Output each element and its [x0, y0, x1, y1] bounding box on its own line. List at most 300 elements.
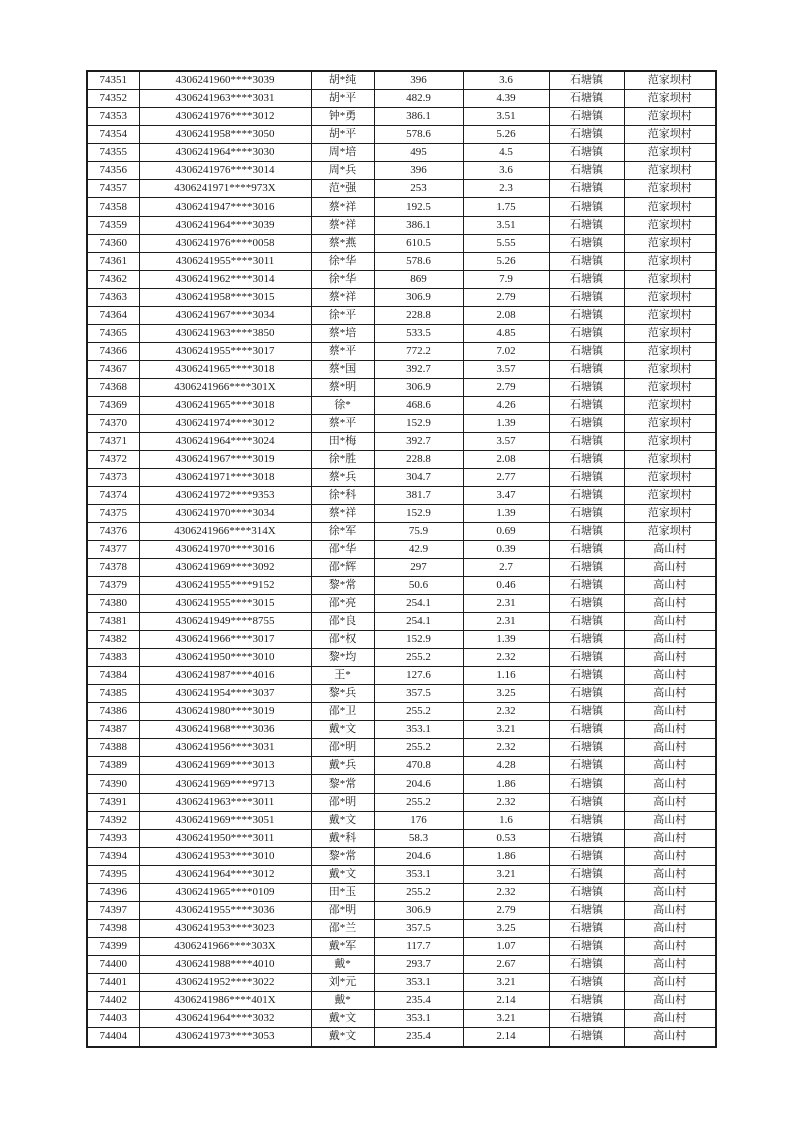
- cell-town: 石塘镇: [549, 144, 624, 162]
- table-row: [87, 559, 716, 577]
- cell-seq: 74399: [87, 937, 139, 955]
- table-row: [87, 252, 716, 270]
- cell-id-masked: 4306241964****3032: [139, 1009, 311, 1027]
- cell-amount: 255.2: [374, 883, 463, 901]
- cell-area: 2.79: [463, 378, 549, 396]
- table-row: [87, 973, 716, 991]
- cell-village: 范家坝村: [624, 523, 716, 541]
- cell-town: 石塘镇: [549, 649, 624, 667]
- cell-amount: 304.7: [374, 468, 463, 486]
- cell-area: 3.57: [463, 360, 549, 378]
- cell-amount: 578.6: [374, 126, 463, 144]
- cell-name: 邵*华: [311, 541, 374, 559]
- table-row: [87, 378, 716, 396]
- cell-name: 周*兵: [311, 162, 374, 180]
- table-row: [87, 396, 716, 414]
- cell-village: 高山村: [624, 649, 716, 667]
- cell-village: 高山村: [624, 703, 716, 721]
- table-row: [87, 288, 716, 306]
- cell-name: 戴*军: [311, 937, 374, 955]
- cell-seq: 74386: [87, 703, 139, 721]
- cell-village: 范家坝村: [624, 396, 716, 414]
- cell-village: 高山村: [624, 739, 716, 757]
- table-row: [87, 901, 716, 919]
- cell-amount: 255.2: [374, 649, 463, 667]
- cell-amount: 470.8: [374, 757, 463, 775]
- cell-id-masked: 4306241988****4010: [139, 955, 311, 973]
- cell-town: 石塘镇: [549, 523, 624, 541]
- table-row: [87, 775, 716, 793]
- table-row: [87, 71, 716, 90]
- cell-amount: 58.3: [374, 829, 463, 847]
- cell-area: 0.46: [463, 577, 549, 595]
- cell-amount: 176: [374, 811, 463, 829]
- cell-id-masked: 4306241971****3018: [139, 468, 311, 486]
- cell-area: 2.32: [463, 793, 549, 811]
- cell-town: 石塘镇: [549, 541, 624, 559]
- cell-town: 石塘镇: [549, 865, 624, 883]
- cell-name: 田*梅: [311, 432, 374, 450]
- cell-id-masked: 4306241954****3037: [139, 685, 311, 703]
- cell-town: 石塘镇: [549, 288, 624, 306]
- table-row: [87, 1027, 716, 1047]
- cell-town: 石塘镇: [549, 883, 624, 901]
- cell-id-masked: 4306241955****3036: [139, 901, 311, 919]
- cell-town: 石塘镇: [549, 973, 624, 991]
- cell-id-masked: 4306241955****3011: [139, 252, 311, 270]
- cell-village: 范家坝村: [624, 414, 716, 432]
- cell-town: 石塘镇: [549, 378, 624, 396]
- cell-amount: 253: [374, 180, 463, 198]
- cell-town: 石塘镇: [549, 595, 624, 613]
- cell-id-masked: 4306241969****3092: [139, 559, 311, 577]
- cell-town: 石塘镇: [549, 991, 624, 1009]
- cell-town: 石塘镇: [549, 757, 624, 775]
- cell-name: 戴*文: [311, 811, 374, 829]
- cell-seq: 74387: [87, 721, 139, 739]
- cell-name: 钟*勇: [311, 108, 374, 126]
- cell-town: 石塘镇: [549, 90, 624, 108]
- cell-seq: 74355: [87, 144, 139, 162]
- cell-town: 石塘镇: [549, 252, 624, 270]
- table-row: [87, 1009, 716, 1027]
- cell-id-masked: 4306241962****3014: [139, 270, 311, 288]
- cell-name: 徐*军: [311, 523, 374, 541]
- cell-name: 蔡*国: [311, 360, 374, 378]
- cell-area: 2.14: [463, 991, 549, 1009]
- cell-name: 蔡*平: [311, 414, 374, 432]
- cell-id-masked: 4306241974****3012: [139, 414, 311, 432]
- table-row: [87, 505, 716, 523]
- cell-amount: 578.6: [374, 252, 463, 270]
- cell-town: 石塘镇: [549, 577, 624, 595]
- cell-id-masked: 4306241970****3034: [139, 505, 311, 523]
- cell-name: 蔡*燕: [311, 234, 374, 252]
- cell-village: 高山村: [624, 1009, 716, 1027]
- cell-area: 1.39: [463, 414, 549, 432]
- table-row: [87, 739, 716, 757]
- cell-area: 2.32: [463, 739, 549, 757]
- cell-town: 石塘镇: [549, 270, 624, 288]
- cell-seq: 74363: [87, 288, 139, 306]
- cell-amount: 255.2: [374, 739, 463, 757]
- cell-area: 2.79: [463, 288, 549, 306]
- cell-village: 高山村: [624, 775, 716, 793]
- cell-seq: 74351: [87, 71, 139, 90]
- cell-area: 0.39: [463, 541, 549, 559]
- cell-name: 蔡*兵: [311, 468, 374, 486]
- cell-town: 石塘镇: [549, 667, 624, 685]
- table-row: [87, 541, 716, 559]
- cell-id-masked: 4306241980****3019: [139, 703, 311, 721]
- cell-area: 2.08: [463, 450, 549, 468]
- table-row: [87, 324, 716, 342]
- cell-amount: 495: [374, 144, 463, 162]
- cell-id-masked: 4306241972****9353: [139, 486, 311, 504]
- table-row: [87, 865, 716, 883]
- cell-amount: 255.2: [374, 793, 463, 811]
- cell-area: 3.21: [463, 1009, 549, 1027]
- cell-seq: 74367: [87, 360, 139, 378]
- table-row: [87, 198, 716, 216]
- cell-name: 黎*常: [311, 775, 374, 793]
- cell-name: 胡*平: [311, 90, 374, 108]
- cell-seq: 74394: [87, 847, 139, 865]
- cell-village: 高山村: [624, 559, 716, 577]
- cell-town: 石塘镇: [549, 613, 624, 631]
- cell-name: 邵*明: [311, 739, 374, 757]
- cell-amount: 297: [374, 559, 463, 577]
- cell-amount: 306.9: [374, 288, 463, 306]
- table-row: [87, 883, 716, 901]
- cell-village: 高山村: [624, 955, 716, 973]
- cell-town: 石塘镇: [549, 216, 624, 234]
- table-row: [87, 685, 716, 703]
- cell-town: 石塘镇: [549, 1009, 624, 1027]
- cell-town: 石塘镇: [549, 955, 624, 973]
- cell-town: 石塘镇: [549, 793, 624, 811]
- cell-village: 范家坝村: [624, 180, 716, 198]
- table-row: [87, 216, 716, 234]
- cell-name: 黎*均: [311, 649, 374, 667]
- cell-name: 黎*常: [311, 577, 374, 595]
- cell-amount: 396: [374, 71, 463, 90]
- cell-town: 石塘镇: [549, 901, 624, 919]
- cell-area: 0.53: [463, 829, 549, 847]
- cell-id-masked: 4306241958****3050: [139, 126, 311, 144]
- cell-town: 石塘镇: [549, 306, 624, 324]
- cell-seq: 74390: [87, 775, 139, 793]
- cell-area: 4.26: [463, 396, 549, 414]
- cell-area: 1.86: [463, 775, 549, 793]
- cell-name: 蔡*培: [311, 324, 374, 342]
- cell-area: 3.6: [463, 162, 549, 180]
- cell-village: 高山村: [624, 829, 716, 847]
- table-row: [87, 703, 716, 721]
- cell-seq: 74402: [87, 991, 139, 1009]
- cell-area: 1.07: [463, 937, 549, 955]
- cell-id-masked: 4306241964****3030: [139, 144, 311, 162]
- table-row: [87, 829, 716, 847]
- cell-id-masked: 4306241966****301X: [139, 378, 311, 396]
- cell-area: 2.67: [463, 955, 549, 973]
- cell-area: 7.02: [463, 342, 549, 360]
- cell-town: 石塘镇: [549, 71, 624, 90]
- cell-town: 石塘镇: [549, 775, 624, 793]
- cell-village: 范家坝村: [624, 342, 716, 360]
- cell-area: 2.31: [463, 595, 549, 613]
- cell-area: 3.21: [463, 973, 549, 991]
- table-row: [87, 523, 716, 541]
- cell-village: 范家坝村: [624, 216, 716, 234]
- table-row: [87, 486, 716, 504]
- cell-id-masked: 4306241955****3017: [139, 342, 311, 360]
- cell-seq: 74379: [87, 577, 139, 595]
- cell-village: 范家坝村: [624, 324, 716, 342]
- cell-amount: 353.1: [374, 973, 463, 991]
- cell-name: 邵*明: [311, 793, 374, 811]
- cell-area: 1.6: [463, 811, 549, 829]
- cell-village: 高山村: [624, 973, 716, 991]
- cell-name: 蔡*平: [311, 342, 374, 360]
- cell-village: 范家坝村: [624, 450, 716, 468]
- cell-village: 范家坝村: [624, 90, 716, 108]
- cell-seq: 74357: [87, 180, 139, 198]
- cell-name: 黎*兵: [311, 685, 374, 703]
- cell-id-masked: 4306241963****3011: [139, 793, 311, 811]
- cell-id-masked: 4306241970****3016: [139, 541, 311, 559]
- cell-amount: 235.4: [374, 991, 463, 1009]
- cell-seq: 74381: [87, 613, 139, 631]
- data-table: [86, 70, 717, 1048]
- cell-village: 高山村: [624, 937, 716, 955]
- cell-name: 邵*亮: [311, 595, 374, 613]
- cell-seq: 74368: [87, 378, 139, 396]
- cell-village: 高山村: [624, 865, 716, 883]
- cell-id-masked: 4306241963****3850: [139, 324, 311, 342]
- cell-area: 4.39: [463, 90, 549, 108]
- cell-name: 徐*平: [311, 306, 374, 324]
- cell-id-masked: 4306241964****3012: [139, 865, 311, 883]
- cell-town: 石塘镇: [549, 703, 624, 721]
- cell-seq: 74403: [87, 1009, 139, 1027]
- cell-name: 邵*明: [311, 901, 374, 919]
- cell-id-masked: 4306241971****973X: [139, 180, 311, 198]
- cell-village: 高山村: [624, 613, 716, 631]
- cell-town: 石塘镇: [549, 162, 624, 180]
- cell-seq: 74364: [87, 306, 139, 324]
- cell-name: 戴*文: [311, 721, 374, 739]
- cell-area: 1.39: [463, 631, 549, 649]
- cell-village: 范家坝村: [624, 126, 716, 144]
- cell-seq: 74389: [87, 757, 139, 775]
- table-row: [87, 90, 716, 108]
- cell-seq: 74404: [87, 1027, 139, 1047]
- cell-area: 2.32: [463, 883, 549, 901]
- cell-village: 高山村: [624, 919, 716, 937]
- cell-town: 石塘镇: [549, 108, 624, 126]
- cell-amount: 254.1: [374, 613, 463, 631]
- cell-seq: 74384: [87, 667, 139, 685]
- cell-id-masked: 4306241976****3012: [139, 108, 311, 126]
- cell-village: 高山村: [624, 991, 716, 1009]
- cell-amount: 610.5: [374, 234, 463, 252]
- cell-village: 高山村: [624, 793, 716, 811]
- cell-id-masked: 4306241966****314X: [139, 523, 311, 541]
- cell-amount: 306.9: [374, 901, 463, 919]
- cell-name: 胡*平: [311, 126, 374, 144]
- cell-area: 2.77: [463, 468, 549, 486]
- cell-village: 高山村: [624, 685, 716, 703]
- cell-village: 高山村: [624, 901, 716, 919]
- cell-amount: 75.9: [374, 523, 463, 541]
- cell-id-masked: 4306241963****3031: [139, 90, 311, 108]
- cell-name: 徐*胜: [311, 450, 374, 468]
- cell-amount: 254.1: [374, 595, 463, 613]
- cell-area: 3.25: [463, 685, 549, 703]
- cell-name: 徐*华: [311, 252, 374, 270]
- table-row: [87, 721, 716, 739]
- cell-area: 7.9: [463, 270, 549, 288]
- cell-id-masked: 4306241953****3010: [139, 847, 311, 865]
- table-row: [87, 450, 716, 468]
- cell-name: 蔡*祥: [311, 288, 374, 306]
- cell-name: 邵*辉: [311, 559, 374, 577]
- cell-area: 2.14: [463, 1027, 549, 1047]
- cell-name: 徐*科: [311, 486, 374, 504]
- cell-id-masked: 4306241986****401X: [139, 991, 311, 1009]
- cell-id-masked: 4306241968****3036: [139, 721, 311, 739]
- cell-area: 3.47: [463, 486, 549, 504]
- cell-amount: 353.1: [374, 1009, 463, 1027]
- cell-id-masked: 4306241956****3031: [139, 739, 311, 757]
- cell-name: 戴*: [311, 955, 374, 973]
- table-row: [87, 234, 716, 252]
- cell-id-masked: 4306241952****3022: [139, 973, 311, 991]
- cell-area: 2.32: [463, 649, 549, 667]
- cell-village: 范家坝村: [624, 252, 716, 270]
- cell-name: 周*培: [311, 144, 374, 162]
- cell-amount: 255.2: [374, 703, 463, 721]
- cell-seq: 74391: [87, 793, 139, 811]
- cell-seq: 74377: [87, 541, 139, 559]
- cell-id-masked: 4306241973****3053: [139, 1027, 311, 1047]
- table-row: [87, 432, 716, 450]
- cell-village: 范家坝村: [624, 360, 716, 378]
- table-row: [87, 757, 716, 775]
- cell-seq: 74356: [87, 162, 139, 180]
- cell-town: 石塘镇: [549, 721, 624, 739]
- table-row: [87, 847, 716, 865]
- cell-area: 4.28: [463, 757, 549, 775]
- cell-amount: 42.9: [374, 541, 463, 559]
- cell-amount: 396: [374, 162, 463, 180]
- cell-name: 徐*华: [311, 270, 374, 288]
- cell-id-masked: 4306241976****3014: [139, 162, 311, 180]
- cell-village: 高山村: [624, 631, 716, 649]
- cell-name: 刘*元: [311, 973, 374, 991]
- cell-village: 范家坝村: [624, 270, 716, 288]
- cell-seq: 74388: [87, 739, 139, 757]
- table-row: [87, 955, 716, 973]
- cell-seq: 74396: [87, 883, 139, 901]
- cell-amount: 869: [374, 270, 463, 288]
- cell-area: 2.79: [463, 901, 549, 919]
- cell-area: 2.08: [463, 306, 549, 324]
- cell-amount: 117.7: [374, 937, 463, 955]
- cell-name: 徐*: [311, 396, 374, 414]
- cell-name: 蔡*祥: [311, 198, 374, 216]
- cell-town: 石塘镇: [549, 937, 624, 955]
- cell-id-masked: 4306241964****3039: [139, 216, 311, 234]
- cell-amount: 772.2: [374, 342, 463, 360]
- cell-seq: 74397: [87, 901, 139, 919]
- cell-id-masked: 4306241960****3039: [139, 71, 311, 90]
- table-row: [87, 180, 716, 198]
- cell-area: 3.21: [463, 865, 549, 883]
- cell-town: 石塘镇: [549, 505, 624, 523]
- cell-amount: 306.9: [374, 378, 463, 396]
- cell-name: 蔡*祥: [311, 216, 374, 234]
- cell-area: 0.69: [463, 523, 549, 541]
- table-row: [87, 414, 716, 432]
- cell-area: 4.85: [463, 324, 549, 342]
- cell-id-masked: 4306241955****3015: [139, 595, 311, 613]
- cell-id-masked: 4306241958****3015: [139, 288, 311, 306]
- cell-name: 戴*文: [311, 865, 374, 883]
- cell-id-masked: 4306241976****0058: [139, 234, 311, 252]
- cell-town: 石塘镇: [549, 919, 624, 937]
- cell-village: 高山村: [624, 667, 716, 685]
- cell-seq: 74369: [87, 396, 139, 414]
- cell-village: 范家坝村: [624, 468, 716, 486]
- cell-town: 石塘镇: [549, 396, 624, 414]
- cell-seq: 74371: [87, 432, 139, 450]
- cell-name: 邵*权: [311, 631, 374, 649]
- cell-name: 戴*兵: [311, 757, 374, 775]
- cell-town: 石塘镇: [549, 450, 624, 468]
- cell-village: 高山村: [624, 721, 716, 739]
- cell-seq: 74400: [87, 955, 139, 973]
- table-row: [87, 667, 716, 685]
- cell-town: 石塘镇: [549, 847, 624, 865]
- cell-area: 3.57: [463, 432, 549, 450]
- cell-seq: 74361: [87, 252, 139, 270]
- cell-town: 石塘镇: [549, 126, 624, 144]
- cell-village: 范家坝村: [624, 108, 716, 126]
- cell-village: 范家坝村: [624, 378, 716, 396]
- cell-village: 范家坝村: [624, 486, 716, 504]
- cell-village: 范家坝村: [624, 71, 716, 90]
- table-row: [87, 342, 716, 360]
- table-row: [87, 577, 716, 595]
- cell-id-masked: 4306241969****9713: [139, 775, 311, 793]
- cell-town: 石塘镇: [549, 414, 624, 432]
- cell-village: 范家坝村: [624, 162, 716, 180]
- table-row: [87, 631, 716, 649]
- cell-seq: 74385: [87, 685, 139, 703]
- cell-amount: 228.8: [374, 306, 463, 324]
- cell-area: 3.51: [463, 108, 549, 126]
- cell-name: 戴*: [311, 991, 374, 1009]
- cell-amount: 152.9: [374, 505, 463, 523]
- cell-town: 石塘镇: [549, 342, 624, 360]
- cell-town: 石塘镇: [549, 432, 624, 450]
- cell-area: 2.31: [463, 613, 549, 631]
- cell-seq: 74383: [87, 649, 139, 667]
- cell-town: 石塘镇: [549, 198, 624, 216]
- cell-id-masked: 4306241966****303X: [139, 937, 311, 955]
